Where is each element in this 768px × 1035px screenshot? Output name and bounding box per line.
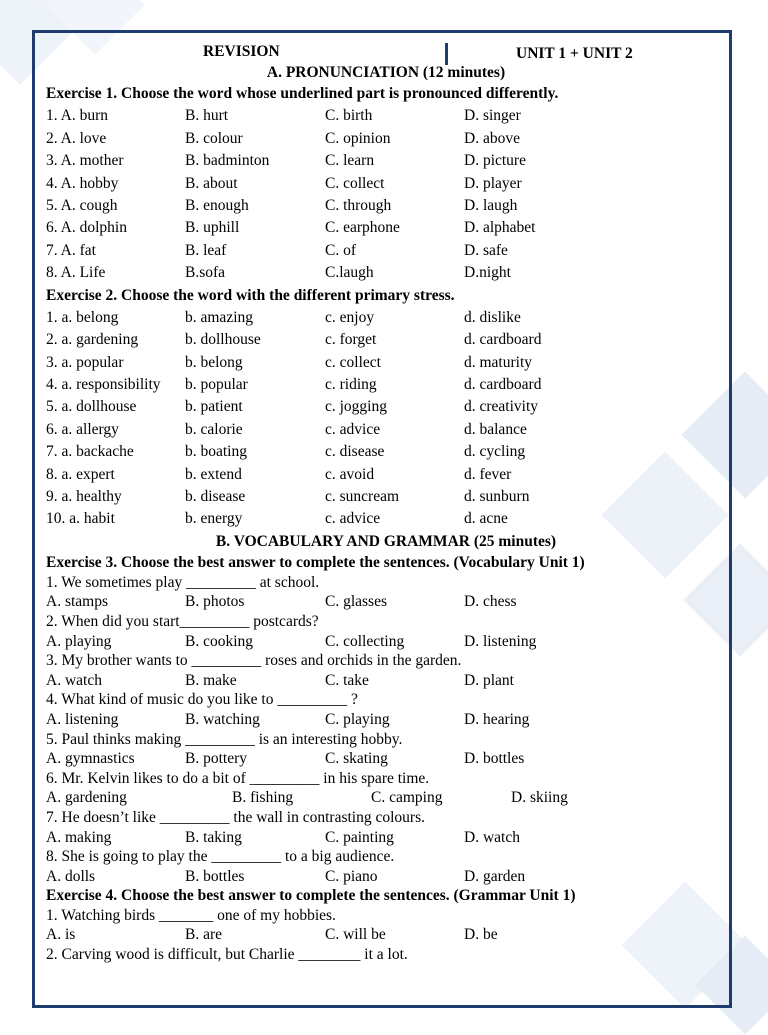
- option-text: B. leaf: [185, 241, 227, 259]
- option-text: C.laugh: [325, 264, 374, 282]
- question-text: 1. Watching birds _______ one of my hobbies.: [46, 906, 336, 924]
- option-text: 7. A. fat: [46, 241, 96, 259]
- answer-option: D. plant: [464, 671, 514, 689]
- answer-option: C. take: [325, 671, 369, 689]
- answer-option: C. piano: [325, 867, 378, 885]
- question-text: 7. He doesn’t like _________ the wall in contrasting colours.: [46, 808, 425, 826]
- answer-options: [46, 867, 726, 887]
- option-text: C. collect: [325, 174, 385, 192]
- option-text: C. of: [325, 241, 356, 259]
- option-text: B. about: [185, 174, 238, 192]
- option-text: D.night: [464, 264, 511, 282]
- answer-option: A. making: [46, 828, 112, 846]
- option-text: D. laugh: [464, 196, 518, 214]
- question-text: 8. She is going to play the _________ to a big audience.: [46, 848, 395, 866]
- exercise-2-list: [46, 307, 726, 531]
- option-text: B.sofa: [185, 264, 226, 282]
- exercise-1-title: Exercise 1. Choose the word whose underlined part is pronounced differently.: [46, 84, 559, 102]
- option-text: d. cardboard: [464, 331, 542, 349]
- exercise-1-row: [46, 262, 726, 284]
- option-text: c. enjoy: [325, 308, 375, 326]
- exercise-2-row: [46, 508, 726, 530]
- option-text: b. boating: [185, 443, 247, 461]
- option-text: C. birth: [325, 107, 373, 125]
- section-a-heading: A. PRONUNCIATION (12 minutes): [266, 64, 506, 82]
- option-text: 10. a. habit: [46, 510, 115, 528]
- title-units: UNIT 1 + UNIT 2: [516, 45, 633, 62]
- answer-option: C. camping: [371, 789, 443, 807]
- option-text: 5. a. dollhouse: [46, 398, 137, 416]
- answer-option: A. gardening: [46, 789, 127, 807]
- answer-option: D. chess: [464, 593, 517, 611]
- option-text: 6. a. allergy: [46, 420, 119, 438]
- answer-option: B. bottles: [185, 867, 245, 885]
- option-text: c. advice: [325, 420, 381, 438]
- option-text: C. through: [325, 196, 392, 214]
- answer-option: A. is: [46, 926, 76, 944]
- answer-option: D. garden: [464, 867, 526, 885]
- answer-options: [46, 710, 726, 730]
- answer-options: [46, 749, 726, 769]
- option-text: C. learn: [325, 152, 375, 170]
- option-text: C. opinion: [325, 129, 391, 147]
- option-text: b. calorie: [185, 420, 243, 438]
- option-text: d. balance: [464, 420, 527, 438]
- answer-option: B. are: [185, 926, 223, 944]
- option-text: 8. a. expert: [46, 465, 115, 483]
- option-text: b. amazing: [185, 308, 254, 326]
- answer-option: A. dolls: [46, 867, 96, 885]
- answer-option: D. hearing: [464, 710, 530, 728]
- exercise-1-row: [46, 105, 726, 127]
- answer-option: C. skating: [325, 750, 388, 768]
- exercise-1-list: [46, 105, 726, 284]
- option-text: D. safe: [464, 241, 508, 259]
- answer-option: C. will be: [325, 926, 386, 944]
- answer-option: A. playing: [46, 632, 112, 650]
- exercise-2-row: [46, 441, 726, 463]
- option-text: 1. a. belong: [46, 308, 119, 326]
- option-text: d. maturity: [464, 353, 533, 371]
- option-text: B. enough: [185, 196, 249, 214]
- question-text: 6. Mr. Kelvin likes to do a bit of _________ in his spare time.: [46, 769, 430, 787]
- exercise-1-row: [46, 217, 726, 239]
- option-text: b. dollhouse: [185, 331, 261, 349]
- option-text: D. above: [464, 129, 520, 147]
- option-text: b. popular: [185, 376, 248, 394]
- exercise-1-row: [46, 150, 726, 172]
- question-text: 2. Carving wood is difficult, but Charlie ________ it a lot.: [46, 946, 408, 964]
- answer-option: A. gymnastics: [46, 750, 135, 768]
- option-text: d. fever: [464, 465, 512, 483]
- worksheet: [46, 41, 726, 965]
- option-text: 5. A. cough: [46, 196, 118, 214]
- option-text: 1. A. burn: [46, 107, 108, 125]
- answer-option: A. stamps: [46, 593, 108, 611]
- option-text: 6. A. dolphin: [46, 219, 127, 237]
- option-text: C. earphone: [325, 219, 400, 237]
- option-text: c. jogging: [325, 398, 387, 416]
- exercise-2-row: [46, 307, 726, 329]
- option-text: 9. a. healthy: [46, 488, 122, 506]
- exercise-1-row: [46, 195, 726, 217]
- answer-option: B. cooking: [185, 632, 254, 650]
- option-text: b. energy: [185, 510, 243, 528]
- option-text: 2. A. love: [46, 129, 107, 147]
- option-text: B. hurt: [185, 107, 229, 125]
- option-text: D. alphabet: [464, 219, 536, 237]
- exercise-4-list: [46, 906, 726, 965]
- option-text: B. colour: [185, 129, 243, 147]
- answer-option: C. glasses: [325, 593, 387, 611]
- exercise-2-row: [46, 374, 726, 396]
- exercise-1-row: [46, 240, 726, 262]
- answer-option: B. taking: [185, 828, 242, 846]
- answer-option: B. make: [185, 671, 237, 689]
- option-text: D. picture: [464, 152, 526, 170]
- header-divider: [445, 43, 448, 65]
- exercise-2-row: [46, 464, 726, 486]
- answer-option: C. collecting: [325, 632, 405, 650]
- answer-options: [46, 788, 726, 808]
- option-text: d. cardboard: [464, 376, 542, 394]
- question-text: 3. My brother wants to _________ roses and orchids in the garden.: [46, 652, 462, 670]
- section-b-heading: B. VOCABULARY AND GRAMMAR (25 minutes): [215, 532, 557, 550]
- exercise-2-row: [46, 329, 726, 351]
- option-text: D. player: [464, 174, 522, 192]
- exercise-2-title: Exercise 2. Choose the word with the different primary stress.: [46, 286, 455, 304]
- option-text: 7. a. backache: [46, 443, 134, 461]
- answer-option: D. be: [464, 926, 498, 944]
- option-text: 3. a. popular: [46, 353, 124, 371]
- option-text: 4. A. hobby: [46, 174, 119, 192]
- option-text: 4. a. responsibility: [46, 376, 161, 394]
- option-text: b. patient: [185, 398, 243, 416]
- option-text: D. singer: [464, 107, 521, 125]
- exercise-1-row: [46, 173, 726, 195]
- question-text: 2. When did you start_________ postcards?: [46, 612, 319, 630]
- option-text: 2. a. gardening: [46, 331, 139, 349]
- option-text: c. forget: [325, 331, 377, 349]
- answer-options: [46, 632, 726, 652]
- answer-option: A. watch: [46, 671, 102, 689]
- answer-option: B. watching: [185, 710, 260, 728]
- question-text: 5. Paul thinks making _________ is an interesting hobby.: [46, 730, 403, 748]
- option-text: d. cycling: [464, 443, 526, 461]
- answer-option: D. listening: [464, 632, 537, 650]
- exercise-2-row: [46, 396, 726, 418]
- answer-option: A. listening: [46, 710, 119, 728]
- option-text: B. uphill: [185, 219, 240, 237]
- answer-options: [46, 925, 726, 945]
- answer-options: [46, 828, 726, 848]
- exercise-2-row: [46, 486, 726, 508]
- answer-option: C. playing: [325, 710, 390, 728]
- option-text: d. sunburn: [464, 488, 530, 506]
- answer-option: D. skiing: [511, 789, 568, 807]
- option-text: 3. A. mother: [46, 152, 124, 170]
- exercise-4-title: Exercise 4. Choose the best answer to complete the sentences. (Grammar Unit 1): [46, 887, 576, 905]
- exercise-2-row: [46, 352, 726, 374]
- option-text: b. disease: [185, 488, 246, 506]
- option-text: 8. A. Life: [46, 264, 106, 282]
- question-text: 4. What kind of music do you like to _________ ?: [46, 691, 358, 709]
- answer-option: D. bottles: [464, 750, 525, 768]
- option-text: d. acne: [464, 510, 508, 528]
- answer-option: B. pottery: [185, 750, 247, 768]
- option-text: c. collect: [325, 353, 381, 371]
- title-revision: REVISION: [203, 43, 280, 60]
- option-text: c. suncream: [325, 488, 400, 506]
- question-text: 1. We sometimes play _________ at school.: [46, 573, 320, 591]
- exercise-3-list: [46, 573, 726, 887]
- answer-option: B. fishing: [232, 789, 294, 807]
- answer-option: C. painting: [325, 828, 394, 846]
- option-text: B. badminton: [185, 152, 270, 170]
- answer-options: [46, 592, 726, 612]
- answer-options: [46, 671, 726, 691]
- option-text: b. belong: [185, 353, 243, 371]
- worksheet-header: [46, 41, 726, 63]
- option-text: b. extend: [185, 465, 242, 483]
- answer-option: D. watch: [464, 828, 520, 846]
- option-text: d. creativity: [464, 398, 539, 416]
- exercise-3-title: Exercise 3. Choose the best answer to complete the sentences. (Vocabulary Unit 1): [46, 554, 585, 572]
- option-text: d. dislike: [464, 308, 521, 326]
- exercise-2-row: [46, 419, 726, 441]
- option-text: c. disease: [325, 443, 385, 461]
- option-text: c. riding: [325, 376, 377, 394]
- answer-option: B. photos: [185, 593, 245, 611]
- exercise-1-row: [46, 128, 726, 150]
- option-text: c. advice: [325, 510, 381, 528]
- option-text: c. avoid: [325, 465, 375, 483]
